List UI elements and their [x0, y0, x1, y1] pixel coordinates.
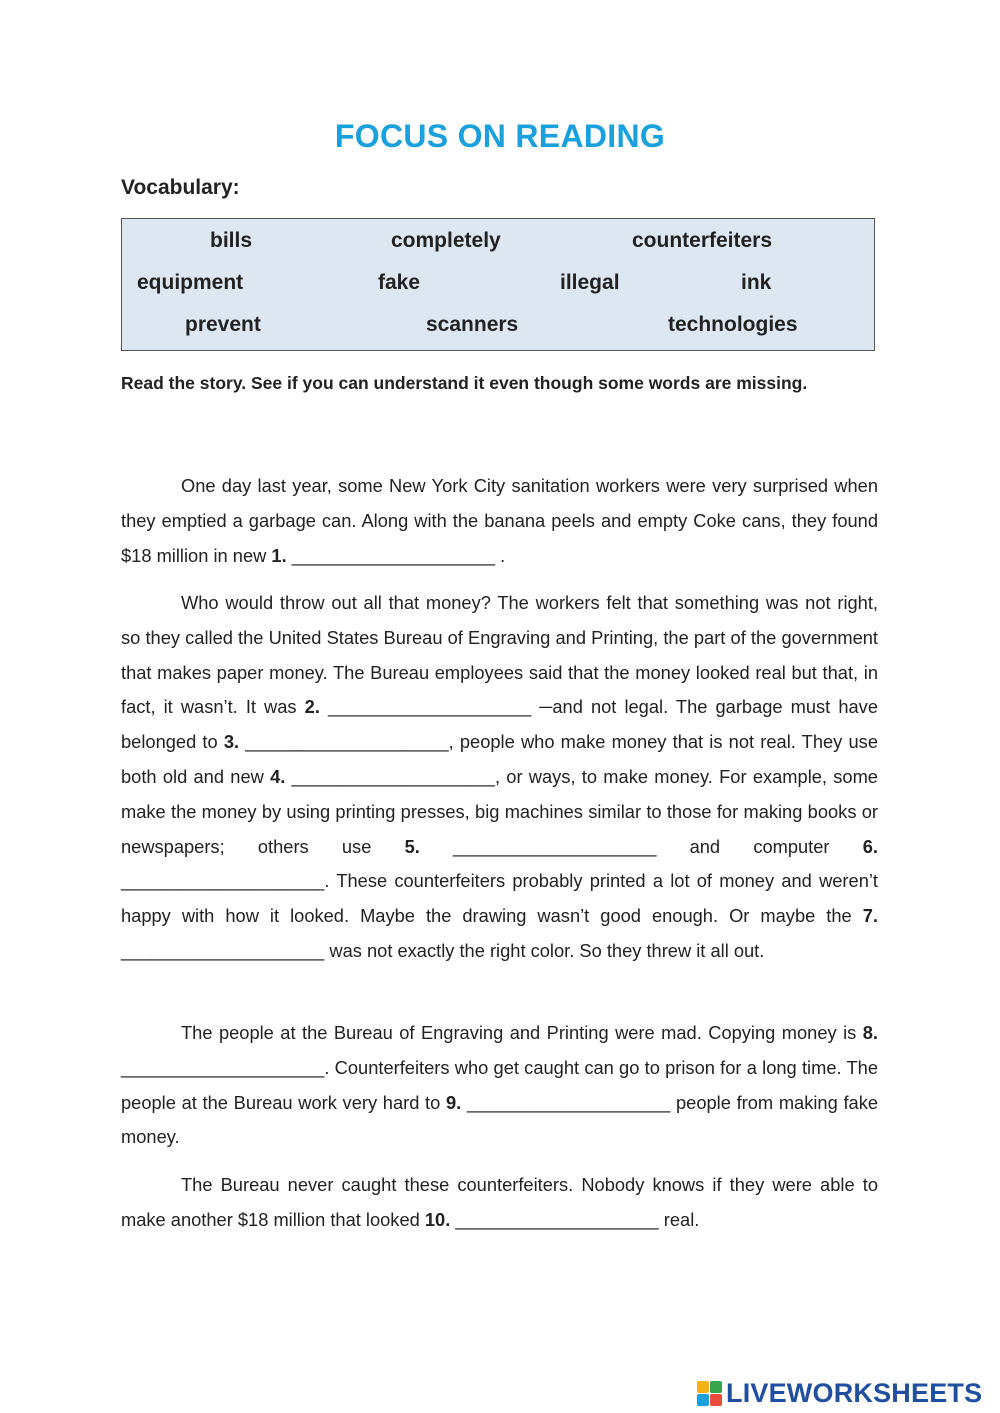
- vocabulary-heading: Vocabulary:: [121, 176, 240, 199]
- story-text: . These counterfeiters probably printed a lot of money and weren’t happy with how it looked. Maybe the drawing wasn’t good enough. Or maybe the: [121, 870, 878, 927]
- story-text: ─and not legal. The garbage must have belonged to: [121, 696, 878, 753]
- page-title: FOCUS ON READING: [334, 118, 666, 154]
- vocab-word: scanners: [426, 313, 519, 336]
- story-paragraph-2: [121, 586, 878, 969]
- vocab-word: bills: [210, 229, 253, 252]
- answer-blank-5[interactable]: ____________________: [453, 835, 657, 857]
- answer-blank-7[interactable]: ____________________: [121, 939, 325, 961]
- logo-square: [710, 1381, 722, 1393]
- vocab-word: counterfeiters: [632, 229, 773, 252]
- answer-blank-8[interactable]: ____________________: [121, 1056, 325, 1078]
- answer-blank-10[interactable]: ____________________: [455, 1208, 659, 1230]
- story-text: One day last year, some New York City sanitation workers were very surprised when they emptied a garbage can. Along with the banana peels and empty Coke cans, they found $18 million in new: [121, 475, 878, 566]
- blank-number: 6.: [862, 835, 878, 857]
- liveworksheets-logo-icon: [697, 1381, 722, 1406]
- story-paragraph-4: [121, 1168, 878, 1238]
- blank-number: 7.: [862, 905, 878, 927]
- blank-number: 3.: [223, 731, 240, 753]
- story-paragraph-1: [121, 469, 878, 573]
- story-text: people from making fake money.: [121, 1091, 879, 1148]
- story-paragraph-3: [121, 1016, 878, 1155]
- story-text: .: [495, 544, 506, 566]
- blank-number: 10.: [424, 1208, 451, 1230]
- story-text: was not exactly the right color. So they threw it all out.: [324, 939, 765, 961]
- story-text: Who would throw out all that money? The workers felt that something was not right, so they called the United States Bureau of Engraving and Printing, the part of the government that makes paper money. The Bureau employees said that the money looked real but that, in fact, it wasn’t. It was: [121, 592, 878, 718]
- answer-blank-2[interactable]: ____________________: [328, 696, 532, 718]
- story-text: The Bureau never caught these counterfeiters. Nobody knows if they were able to make another $18 million that looked: [121, 1174, 878, 1230]
- vocab-word: equipment: [137, 271, 244, 294]
- story-text: The people at the Bureau of Engraving and Printing were mad. Copying money is: [181, 1022, 863, 1043]
- vocab-word: prevent: [185, 313, 261, 336]
- answer-blank-1[interactable]: ____________________: [291, 544, 496, 566]
- blank-number: 4.: [270, 765, 286, 787]
- answer-blank-3[interactable]: ____________________: [245, 731, 449, 753]
- vocab-word: completely: [391, 229, 501, 252]
- logo-square: [710, 1394, 722, 1406]
- logo-text: LIVEWORKSHEETS: [726, 1377, 983, 1408]
- story-text: real.: [658, 1208, 700, 1230]
- blank-number: 1.: [271, 544, 287, 566]
- logo-square: [697, 1394, 709, 1406]
- liveworksheets-logo: [697, 1375, 982, 1411]
- answer-blank-4[interactable]: ____________________: [291, 765, 495, 787]
- story-text: , people who make money that is not real. They use both old and new: [121, 731, 878, 787]
- story-text: . Counterfeiters who get caught can go to prison for a long time. The people at the Bureau work very hard to: [121, 1056, 878, 1113]
- blank-number: 5.: [404, 835, 420, 857]
- blank-number: 8.: [862, 1022, 878, 1043]
- vocab-word: ink: [741, 271, 772, 294]
- vocab-word: fake: [378, 271, 421, 294]
- answer-blank-6[interactable]: ____________________: [121, 870, 325, 892]
- story-text: and computer: [656, 835, 863, 857]
- vocab-word: technologies: [668, 313, 798, 336]
- instruction-text: Read the story. See if you can understand it even though some words are missing.: [121, 373, 808, 393]
- answer-blank-9[interactable]: ____________________: [466, 1091, 671, 1113]
- logo-square: [697, 1381, 709, 1393]
- blank-number: 9.: [446, 1091, 462, 1113]
- vocabulary-box: [121, 218, 875, 351]
- vocab-word: illegal: [560, 271, 620, 294]
- story-text: , or ways, to make money. For example, some make the money by using printing presses, big machines similar to those for making books or newspapers; others use: [121, 765, 878, 857]
- blank-number: 2.: [304, 696, 320, 718]
